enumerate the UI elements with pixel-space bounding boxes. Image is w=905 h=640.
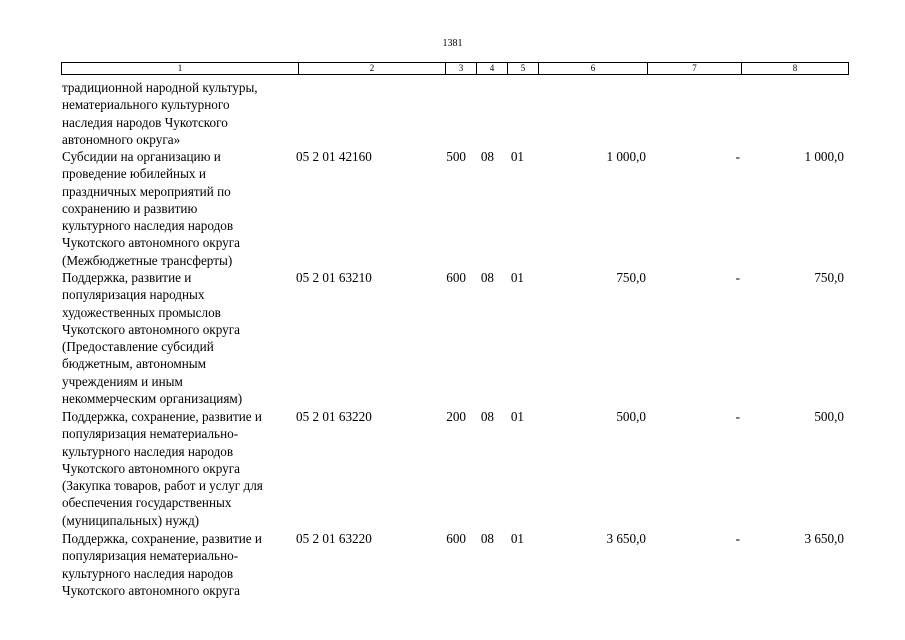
header-col-2: 2	[298, 63, 445, 74]
row-col-4: 08	[480, 149, 494, 164]
header-col-6: 6	[538, 63, 647, 74]
row-col-3: 600	[446, 270, 466, 285]
row-col-3: 500	[446, 149, 466, 164]
row-col-8: 1 000,0	[804, 149, 844, 164]
row-col-7: -	[735, 270, 740, 285]
row-name: Поддержка, развитие и популяризация народных художественных промыслов Чукотского автономного округа (Предоставление субсидий бюджетным, автономным учреждениям и иным некоммерческим организациям)	[62, 270, 243, 407]
header-col-5: 5	[507, 63, 538, 74]
header-col-7: 7	[647, 63, 741, 74]
row-code: 05 2 01 63220	[296, 409, 372, 424]
row-col-4: 08	[480, 409, 494, 424]
row-col-5: 01	[510, 409, 524, 424]
header-col-1: 1	[177, 63, 183, 73]
row-col-3: 600	[446, 531, 466, 546]
row-code: 05 2 01 42160	[296, 149, 372, 164]
page-number: 1381	[442, 38, 463, 49]
row-col-8: 3 650,0	[804, 531, 844, 546]
header-col-4: 4	[476, 63, 507, 74]
row-col-6: 500,0	[616, 409, 646, 424]
row-code: 05 2 01 63220	[296, 531, 372, 546]
row-name: Поддержка, сохранение, развитие и популяризация нематериально- культурного наследия народов Чукотского автономного округа	[62, 531, 262, 598]
row-col-7: -	[735, 409, 740, 424]
row-col-8: 750,0	[814, 270, 844, 285]
row-name: Поддержка, сохранение, развитие и популяризация нематериально- культурного наследия народов Чукотского автономного округа (Закупка товаров, работ и услуг для обеспечения государственных (муниципальных) нужд)	[62, 409, 263, 528]
row-col-4: 08	[480, 270, 494, 285]
row-col-8: 500,0	[814, 409, 844, 424]
row-col-5: 01	[510, 270, 524, 285]
row-name: традиционной народной культуры, нематериального культурного наследия народов Чукотского автономного округа»	[62, 80, 258, 147]
row-col-4: 08	[480, 531, 494, 546]
row-col-6: 3 650,0	[606, 531, 646, 546]
row-col-7: -	[735, 531, 740, 546]
row-code: 05 2 01 63210	[296, 270, 372, 285]
header-col-8: 8	[741, 63, 848, 74]
row-col-6: 1 000,0	[606, 149, 646, 164]
row-col-6: 750,0	[616, 270, 646, 285]
row-col-5: 01	[510, 149, 524, 164]
header-col-3: 3	[445, 63, 476, 74]
row-col-5: 01	[510, 531, 524, 546]
row-col-3: 200	[446, 409, 466, 424]
row-col-7: -	[735, 149, 740, 164]
row-name: Субсидии на организацию и проведение юбилейных и праздничных мероприятий по сохранению и развитию культурного наследия народов Чукотского автономного округа (Межбюджетные трансферты)	[62, 149, 240, 268]
